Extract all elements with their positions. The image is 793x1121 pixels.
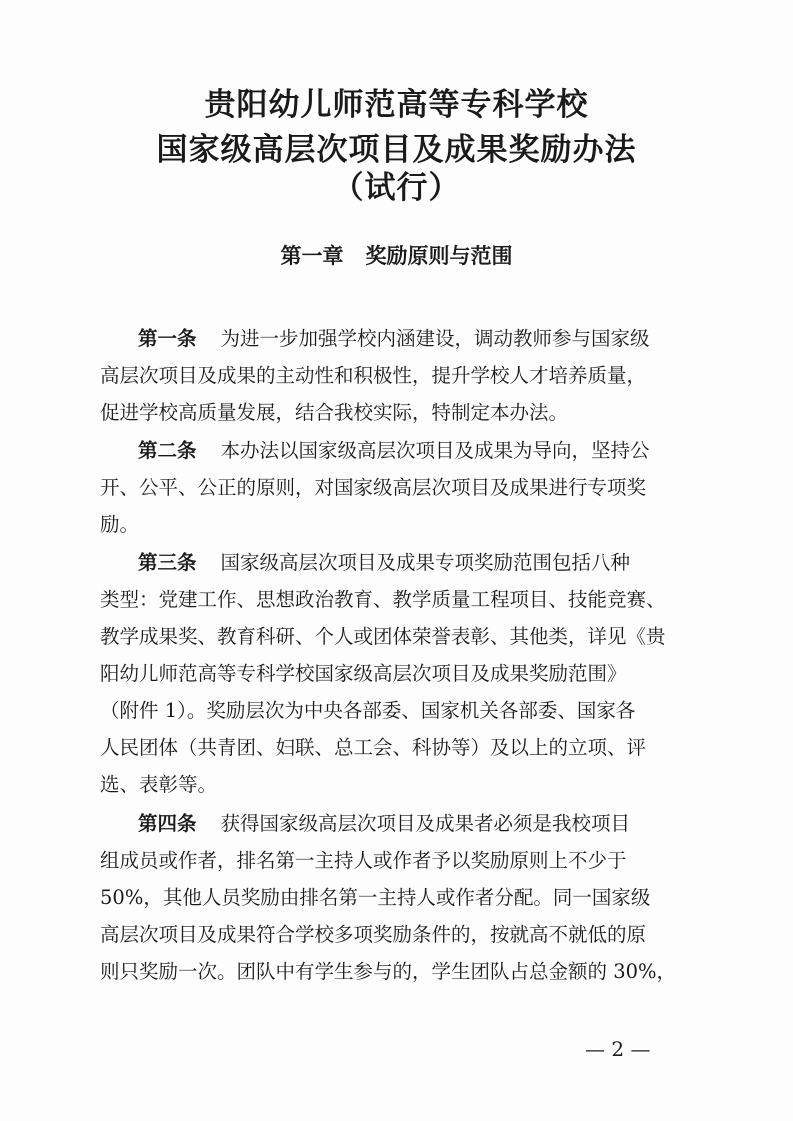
article-text-line: 开、公平、公正的原则，对国家级高层次项目及成果进行专项奖 <box>100 476 647 499</box>
chapter-name: 奖励原则与范围 <box>365 243 513 268</box>
article-label: 第一条 <box>138 327 197 350</box>
article-3 <box>100 544 696 803</box>
article-text-line: 高层次项目及成果符合学校多项奖励条件的，按就高不就低的原 <box>100 923 647 946</box>
article-text-line: 阳幼儿师范高等专科学校国家级高层次项目及成果奖励范围》 <box>100 662 627 685</box>
article-text-line: 类型：党建工作、思想政治教育、教学质量工程项目、技能竞赛、 <box>100 588 666 611</box>
article-label: 第四条 <box>138 812 197 835</box>
article-text-line: 国家级高层次项目及成果专项奖励范围包括八种 <box>220 551 631 574</box>
article-label: 第三条 <box>138 551 197 574</box>
article-text-line: 选、表彰等。 <box>100 773 218 796</box>
article-text-line: 50%，其他人员奖励由排名第一主持人或作者分配。同一国家级 <box>100 886 651 909</box>
article-label: 第二条 <box>138 439 197 462</box>
article-text-line: 则只奖励一次。团队中有学生参与的，学生团队占总金额的 30%， <box>100 960 677 983</box>
article-text-line: 教学成果奖、教育科研、个人或团体荣誉表彰、其他类，详见《贵 <box>100 625 666 648</box>
article-text-line: 促进学校高质量发展，结合我校实际，特制定本办法。 <box>100 401 569 424</box>
document-title-line1: 贵阳幼儿师范高等专科学校 <box>204 87 589 123</box>
page-number: — 2 — <box>585 1037 651 1061</box>
article-text-line: 本办法以国家级高层次项目及成果为导向，坚持公 <box>220 439 650 462</box>
document-title-line3: （试行） <box>332 170 461 206</box>
article-1 <box>100 320 696 431</box>
article-text-line: 为进一步加强学校内涵建设，调动教师参与国家级 <box>220 327 650 350</box>
article-4 <box>100 805 696 990</box>
chapter-heading <box>0 241 793 271</box>
document-title-line2: 国家级高层次项目及成果奖励办法 <box>156 132 637 168</box>
article-text-line: 高层次项目及成果的主动性和积极性，提升学校人才培养质量， <box>100 364 647 387</box>
article-2 <box>100 432 696 543</box>
article-text-line: 人民团体（共青团、妇联、总工会、科协等）及以上的立项、评 <box>100 736 647 759</box>
article-text-line: 获得国家级高层次项目及成果者必须是我校项目 <box>220 812 631 835</box>
article-text-line: （附件 1）。奖励层次为中央各部委、国家机关各部委、国家各 <box>100 699 636 722</box>
article-text-line: 励。 <box>100 513 140 536</box>
chapter-number: 第一章 <box>280 243 344 268</box>
article-text-line: 组成员或作者，排名第一主持人或作者予以奖励原则上不少于 <box>100 849 627 872</box>
